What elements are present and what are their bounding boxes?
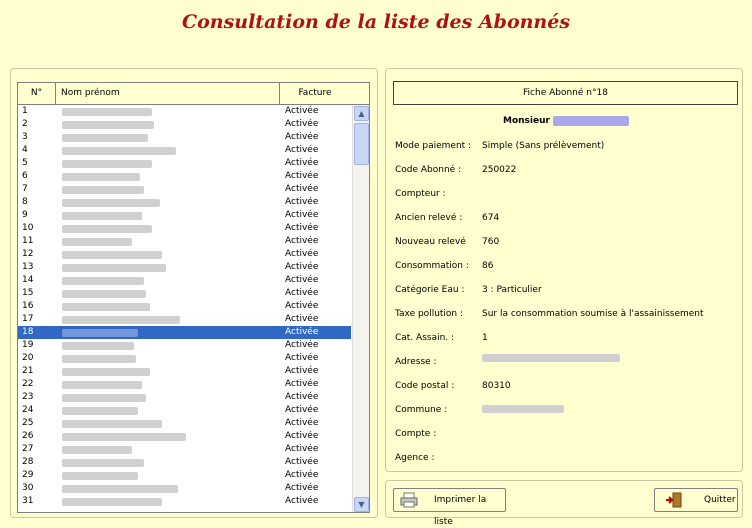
- table-row[interactable]: [18, 469, 351, 482]
- table-row[interactable]: [18, 196, 351, 209]
- table-row[interactable]: [18, 170, 351, 183]
- code-postal-label: Code postal :: [395, 381, 455, 391]
- row-number: 3: [22, 132, 28, 142]
- row-number: 21: [22, 366, 34, 376]
- row-number: 24: [22, 405, 34, 415]
- row-name-redacted: [62, 251, 162, 259]
- civilite-label: Monsieur: [503, 116, 550, 126]
- row-facture: Activée: [285, 145, 319, 155]
- row-facture: Activée: [285, 301, 319, 311]
- row-name-redacted: [62, 316, 180, 324]
- column-header-no[interactable]: N°: [18, 83, 56, 104]
- row-facture: Activée: [285, 431, 319, 441]
- nouveau-releve-value: 760: [482, 237, 500, 247]
- row-name-redacted: [62, 394, 146, 402]
- row-name-redacted: [62, 433, 186, 441]
- row-name-redacted: [62, 420, 162, 428]
- consommation-label: Consommation :: [395, 261, 469, 271]
- consommation-value: 86: [482, 261, 494, 271]
- row-number: 29: [22, 470, 34, 480]
- row-name-redacted: [62, 199, 160, 207]
- row-name-redacted: [62, 160, 152, 168]
- taxe-pollution-value: Sur la consommation soumise à l'assainissement: [482, 309, 704, 319]
- row-number: 16: [22, 301, 34, 311]
- table-row[interactable]: [18, 222, 351, 235]
- row-name-redacted: [62, 355, 136, 363]
- row-facture: Activée: [285, 119, 319, 129]
- table-row[interactable]: [18, 352, 351, 365]
- vertical-scrollbar[interactable]: [352, 105, 369, 513]
- row-number: 11: [22, 236, 34, 246]
- row-number: 9: [22, 210, 28, 220]
- row-number: 19: [22, 340, 34, 350]
- row-name-redacted: [62, 121, 154, 129]
- row-facture: Activée: [285, 184, 319, 194]
- table-row[interactable]: [18, 443, 351, 456]
- row-name-redacted: [62, 147, 176, 155]
- cat-assain-value: 1: [482, 333, 488, 343]
- row-name-redacted: [62, 290, 146, 298]
- table-row[interactable]: [18, 248, 351, 261]
- row-name-redacted: [62, 264, 166, 272]
- nouveau-releve-label: Nouveau relevé: [395, 237, 466, 247]
- row-name-redacted: [62, 407, 138, 415]
- row-name-redacted: [62, 134, 148, 142]
- row-facture: Activée: [285, 288, 319, 298]
- row-number: 20: [22, 353, 34, 363]
- compteur-label: Compteur :: [395, 189, 446, 199]
- row-name-redacted: [62, 277, 144, 285]
- table-row[interactable]: [18, 339, 351, 352]
- row-facture: Activée: [285, 197, 319, 207]
- print-list-button[interactable]: [393, 488, 506, 527]
- row-number: 15: [22, 288, 34, 298]
- table-row[interactable]: [18, 404, 351, 417]
- row-name-redacted: [62, 381, 142, 389]
- row-name-redacted: [62, 446, 132, 454]
- row-facture: Activée: [285, 314, 319, 324]
- table-row[interactable]: [18, 313, 351, 326]
- page-title: Consultation de la liste des Abonnés: [181, 11, 571, 33]
- scroll-up-button[interactable]: [354, 106, 369, 121]
- row-name-redacted: [62, 303, 150, 311]
- table-row[interactable]: [18, 378, 351, 391]
- row-facture: Activée: [285, 327, 319, 337]
- table-row[interactable]: [18, 326, 351, 339]
- table-row[interactable]: [18, 430, 351, 443]
- row-name-redacted: [62, 472, 138, 480]
- table-row[interactable]: [18, 456, 351, 469]
- row-name-redacted: [62, 485, 178, 493]
- row-number: 27: [22, 444, 34, 454]
- table-row[interactable]: [18, 118, 351, 131]
- table-row[interactable]: [18, 144, 351, 157]
- row-number: 28: [22, 457, 34, 467]
- categorie-eau-label: Catégorie Eau :: [395, 285, 465, 295]
- row-name-redacted: [62, 173, 140, 181]
- column-header-nom[interactable]: Nom prénom: [56, 83, 280, 104]
- row-name-redacted: [62, 238, 132, 246]
- row-facture: Activée: [285, 392, 319, 402]
- quit-button[interactable]: [654, 488, 738, 512]
- table-row[interactable]: [18, 495, 351, 508]
- row-name-redacted: [62, 498, 162, 506]
- scroll-thumb[interactable]: [354, 123, 369, 165]
- agence-label: Agence :: [395, 453, 435, 463]
- row-facture: Activée: [285, 275, 319, 285]
- row-number: 6: [22, 171, 28, 181]
- row-name-redacted: [62, 186, 144, 194]
- row-facture: Activée: [285, 106, 319, 116]
- table-body: [18, 105, 351, 513]
- table-row[interactable]: [18, 274, 351, 287]
- row-facture: Activée: [285, 366, 319, 376]
- row-number: 10: [22, 223, 34, 233]
- code-abonne-label: Code Abonné :: [395, 165, 462, 175]
- row-facture: Activée: [285, 223, 319, 233]
- subscriber-table[interactable]: [17, 82, 370, 513]
- table-row[interactable]: [18, 131, 351, 144]
- taxe-pollution-label: Taxe pollution :: [395, 309, 464, 319]
- code-postal-value: 80310: [482, 381, 511, 391]
- row-facture: Activée: [285, 236, 319, 246]
- row-facture: Activée: [285, 353, 319, 363]
- row-facture: Activée: [285, 132, 319, 142]
- table-row[interactable]: [18, 105, 351, 118]
- fiche-title: Fiche Abonné n°18: [393, 81, 738, 105]
- exit-door-icon: [665, 492, 683, 508]
- row-number: 26: [22, 431, 34, 441]
- row-number: 22: [22, 379, 34, 389]
- row-facture: Activée: [285, 379, 319, 389]
- row-number: 14: [22, 275, 34, 285]
- table-row[interactable]: [18, 209, 351, 222]
- table-row[interactable]: [18, 417, 351, 430]
- mode-paiement-value: Simple (Sans prélèvement): [482, 141, 605, 151]
- row-facture: Activée: [285, 496, 319, 506]
- adresse-label: Adresse :: [395, 357, 437, 367]
- categorie-eau-value: 3 : Particulier: [482, 285, 542, 295]
- row-name-redacted: [62, 108, 152, 116]
- mode-paiement-label: Mode paiement :: [395, 141, 472, 151]
- row-number: 5: [22, 158, 28, 168]
- table-header: [18, 83, 369, 105]
- table-row[interactable]: [18, 391, 351, 404]
- arrow-down-icon: ▼: [358, 500, 365, 509]
- table-row[interactable]: [18, 261, 351, 274]
- arrow-up-icon: ▲: [358, 109, 365, 118]
- row-facture: Activée: [285, 249, 319, 259]
- table-row[interactable]: [18, 365, 351, 378]
- scroll-down-button[interactable]: [354, 497, 369, 512]
- quit-button-label: Quitter: [704, 495, 736, 505]
- table-row[interactable]: [18, 157, 351, 170]
- row-number: 8: [22, 197, 28, 207]
- row-facture: Activée: [285, 418, 319, 428]
- row-name-redacted: [62, 368, 150, 376]
- row-facture: Activée: [285, 405, 319, 415]
- row-number: 30: [22, 483, 34, 493]
- row-facture: Activée: [285, 262, 319, 272]
- row-facture: Activée: [285, 444, 319, 454]
- row-facture: Activée: [285, 340, 319, 350]
- row-number: 17: [22, 314, 34, 324]
- row-name-redacted: [62, 342, 134, 350]
- row-number: 31: [22, 496, 34, 506]
- row-facture: Activée: [285, 470, 319, 480]
- row-number: 7: [22, 184, 28, 194]
- table-row[interactable]: [18, 235, 351, 248]
- ancien-releve-label: Ancien relevé :: [395, 213, 463, 223]
- row-name-redacted: [62, 225, 152, 233]
- compte-label: Compte :: [395, 429, 437, 439]
- adresse-value-redacted: [482, 354, 620, 362]
- row-facture: Activée: [285, 457, 319, 467]
- cat-assain-label: Cat. Assain. :: [395, 333, 455, 343]
- row-number: 2: [22, 119, 28, 129]
- row-number: 13: [22, 262, 34, 272]
- table-row[interactable]: [18, 482, 351, 495]
- row-number: 1: [22, 106, 28, 116]
- row-number: 12: [22, 249, 34, 259]
- row-facture: Activée: [285, 483, 319, 493]
- row-name-redacted: [62, 329, 138, 337]
- printer-icon: [400, 492, 418, 508]
- row-number: 4: [22, 145, 28, 155]
- table-row[interactable]: [18, 287, 351, 300]
- row-facture: Activée: [285, 171, 319, 181]
- row-number: 25: [22, 418, 34, 428]
- code-abonne-value: 250022: [482, 165, 517, 175]
- row-facture: Activée: [285, 210, 319, 220]
- row-name-redacted: [62, 459, 144, 467]
- ancien-releve-value: 674: [482, 213, 500, 223]
- commune-value-redacted: [482, 405, 564, 413]
- row-number: 23: [22, 392, 34, 402]
- table-row[interactable]: [18, 300, 351, 313]
- row-number: 18: [22, 327, 34, 337]
- column-header-facture[interactable]: Facture: [298, 88, 332, 98]
- row-facture: Activée: [285, 158, 319, 168]
- subscriber-name-redacted: [553, 116, 629, 126]
- table-row[interactable]: [18, 183, 351, 196]
- row-name-redacted: [62, 212, 142, 220]
- commune-label: Commune :: [395, 405, 448, 415]
- print-button-label: Imprimer la liste: [434, 495, 487, 527]
